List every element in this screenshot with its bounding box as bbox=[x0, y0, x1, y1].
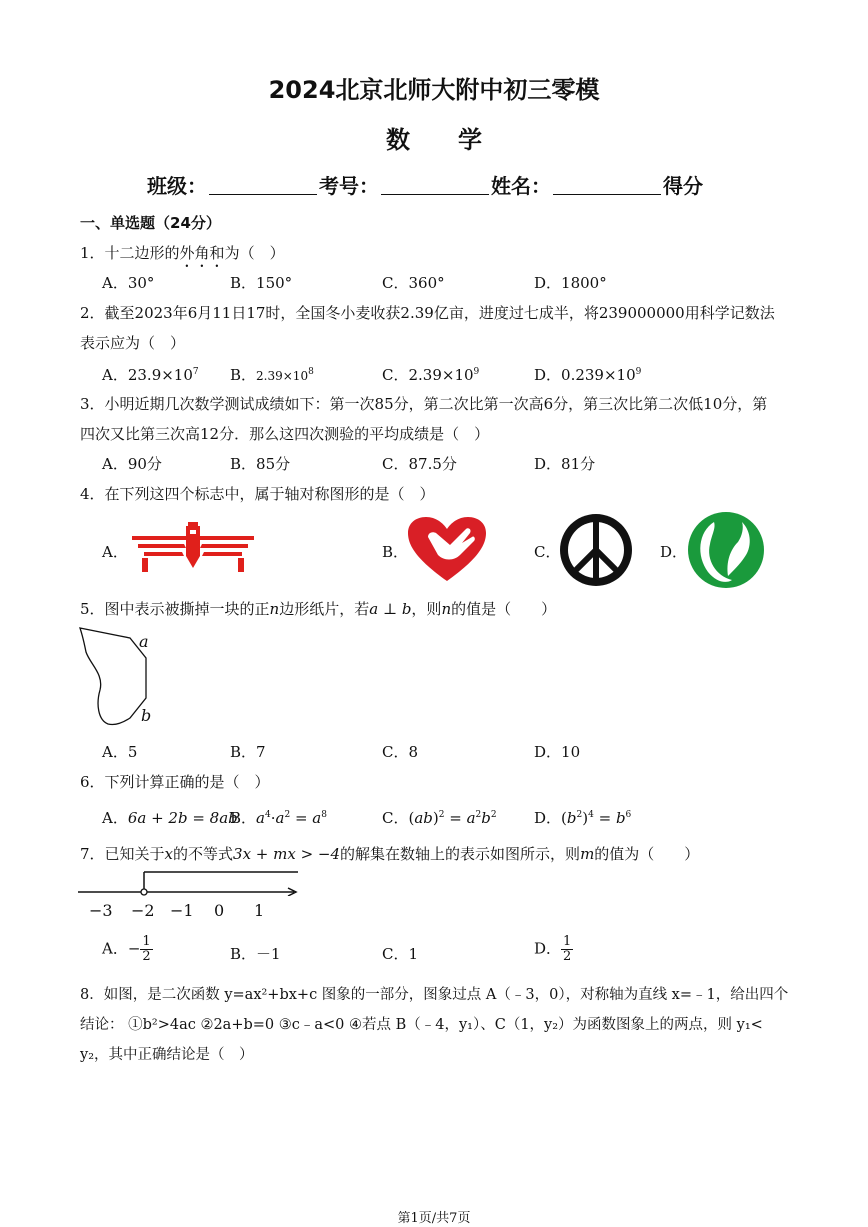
q7-option-c[interactable]: C．1 bbox=[382, 945, 419, 963]
name-label: 姓名： bbox=[491, 174, 551, 198]
tick-neg2: −2 bbox=[131, 901, 155, 920]
q1-option-b[interactable]: B．150° bbox=[230, 274, 293, 292]
question-4-stem: 4．在下列这四个标志中，属于轴对称图形的是（ ） bbox=[80, 485, 435, 503]
green-leaf-logo-icon bbox=[686, 510, 766, 590]
page-footer: 第1页/共7页 bbox=[397, 1211, 471, 1226]
label-a: a bbox=[139, 632, 149, 651]
q6-option-b[interactable]: B．$a^4\cdot a^2 = a^8$ bbox=[230, 809, 327, 827]
subject-title: 数 学 bbox=[386, 126, 482, 154]
q3-option-c[interactable]: C．87.5分 bbox=[382, 455, 457, 473]
question-7-stem: 7．已知关于x的不等式3x + mx > −4的解集在数轴上的表示如图所示，则m的值为（ ） bbox=[80, 845, 700, 863]
number-line-figure bbox=[76, 866, 302, 896]
eagle-logo-icon bbox=[128, 522, 258, 574]
q5-option-b[interactable]: B．7 bbox=[230, 743, 266, 761]
class-blank[interactable] bbox=[209, 176, 317, 195]
peace-logo-icon bbox=[557, 512, 635, 588]
exam-no-label: 考号： bbox=[319, 174, 379, 198]
q6-option-d[interactable]: D．$(b^2)^4 = b^6$ bbox=[534, 809, 632, 827]
tick-1: 1 bbox=[254, 901, 265, 920]
q4-option-a-label[interactable]: A． bbox=[102, 543, 128, 561]
q1-option-a[interactable]: A．30° bbox=[102, 274, 155, 292]
q6-option-c[interactable]: C．$(ab)^2 = a^2b^2$ bbox=[382, 809, 497, 827]
fraction: $\frac{1}{2}$ bbox=[563, 934, 572, 964]
q5-option-c[interactable]: C．8 bbox=[382, 743, 419, 761]
question-8-line2: 结论： ①b²>4ac ②2a+b=0 ③c﹣a<0 ④若点 B（﹣4，y₁）、C（1，y₂）为函数图象上的两点，则 y₁< bbox=[80, 1017, 763, 1033]
tick-0: 0 bbox=[214, 901, 225, 920]
torn-polygon-figure bbox=[76, 624, 166, 734]
q5-option-a[interactable]: A．5 bbox=[102, 743, 138, 761]
emphasis-text: 外角和 bbox=[179, 244, 225, 262]
q2-option-d[interactable]: D．$0.239\times 10^9$ bbox=[534, 366, 642, 384]
q2-option-a[interactable]: A．$23.9\times 10^7$ bbox=[102, 366, 199, 384]
q7-option-d[interactable]: D． $\frac{1}{2}$ bbox=[534, 934, 572, 964]
question-5-stem: 5．图中表示被撕掉一块的正n边形纸片，若a ⊥ b，则n的值是（ ） bbox=[80, 600, 557, 618]
q3-option-a[interactable]: A．90分 bbox=[102, 455, 162, 473]
q1-option-d[interactable]: D．1800° bbox=[534, 274, 607, 292]
q5-option-d[interactable]: D．10 bbox=[534, 743, 581, 761]
question-8-line1: 8．如图，是二次函数 y=ax²+bx+c 图象的一部分，图象过点 A（﹣3，0），对称轴为直线 x=﹣1，给出四个 bbox=[80, 987, 789, 1003]
class-label: 班级： bbox=[147, 174, 207, 198]
q4-option-d-label[interactable]: D． bbox=[660, 543, 688, 561]
q7-option-a[interactable]: A．− $\frac{1}{2}$ bbox=[102, 934, 151, 964]
question-3-line1: 3．小明近期几次数学测试成绩如下：第一次85分，第二次比第一次高6分，第三次比第二次低10分，第 bbox=[80, 395, 768, 413]
question-3-line2: 四次又比第三次高12分．那么这四次测验的平均成绩是（ ） bbox=[80, 425, 490, 443]
question-6-stem: 6．下列计算正确的是（ ） bbox=[80, 773, 270, 791]
q2-option-c[interactable]: C．$2.39\times 10^9$ bbox=[382, 366, 480, 384]
question-8-line3: y₂，其中正确结论是（ ） bbox=[80, 1047, 254, 1063]
q2-option-b[interactable]: B．$2.39\times 10^8$ bbox=[230, 366, 314, 384]
score-label: 得分 bbox=[663, 174, 703, 198]
q6-option-a[interactable]: A．6a + 2b = 8ab bbox=[102, 809, 238, 827]
q3-option-b[interactable]: B．85分 bbox=[230, 455, 291, 473]
question-2-line2: 表示应为（ ） bbox=[80, 334, 186, 352]
student-info-line bbox=[147, 170, 703, 199]
section-heading: 一、单选题（24分） bbox=[80, 214, 221, 232]
heart-hand-logo-icon bbox=[406, 515, 488, 585]
q1-option-c[interactable]: C．360° bbox=[382, 274, 445, 292]
question-2-line1: 2．截至2023年6月11日17时，全国冬小麦收获2.39亿亩，进度过七成半，将239000000用科学记数法 bbox=[80, 304, 775, 322]
tick-neg3: −3 bbox=[89, 901, 113, 920]
q4-option-b-label[interactable]: B． bbox=[382, 543, 409, 561]
tick-neg1: −1 bbox=[170, 901, 194, 920]
q4-option-c-label[interactable]: C． bbox=[534, 543, 561, 561]
label-b: b bbox=[141, 706, 152, 725]
q3-option-d[interactable]: D．81分 bbox=[534, 455, 596, 473]
name-blank[interactable] bbox=[553, 176, 661, 195]
q7-option-b[interactable]: B．－1 bbox=[230, 945, 281, 963]
fraction: $\frac{1}{2}$ bbox=[142, 934, 151, 964]
page-title: 2024北京北师大附中初三零模 bbox=[268, 76, 600, 104]
exam-no-blank[interactable] bbox=[381, 176, 489, 195]
question-1-stem: 1．十二边形的外角和为（ ） bbox=[80, 244, 285, 262]
